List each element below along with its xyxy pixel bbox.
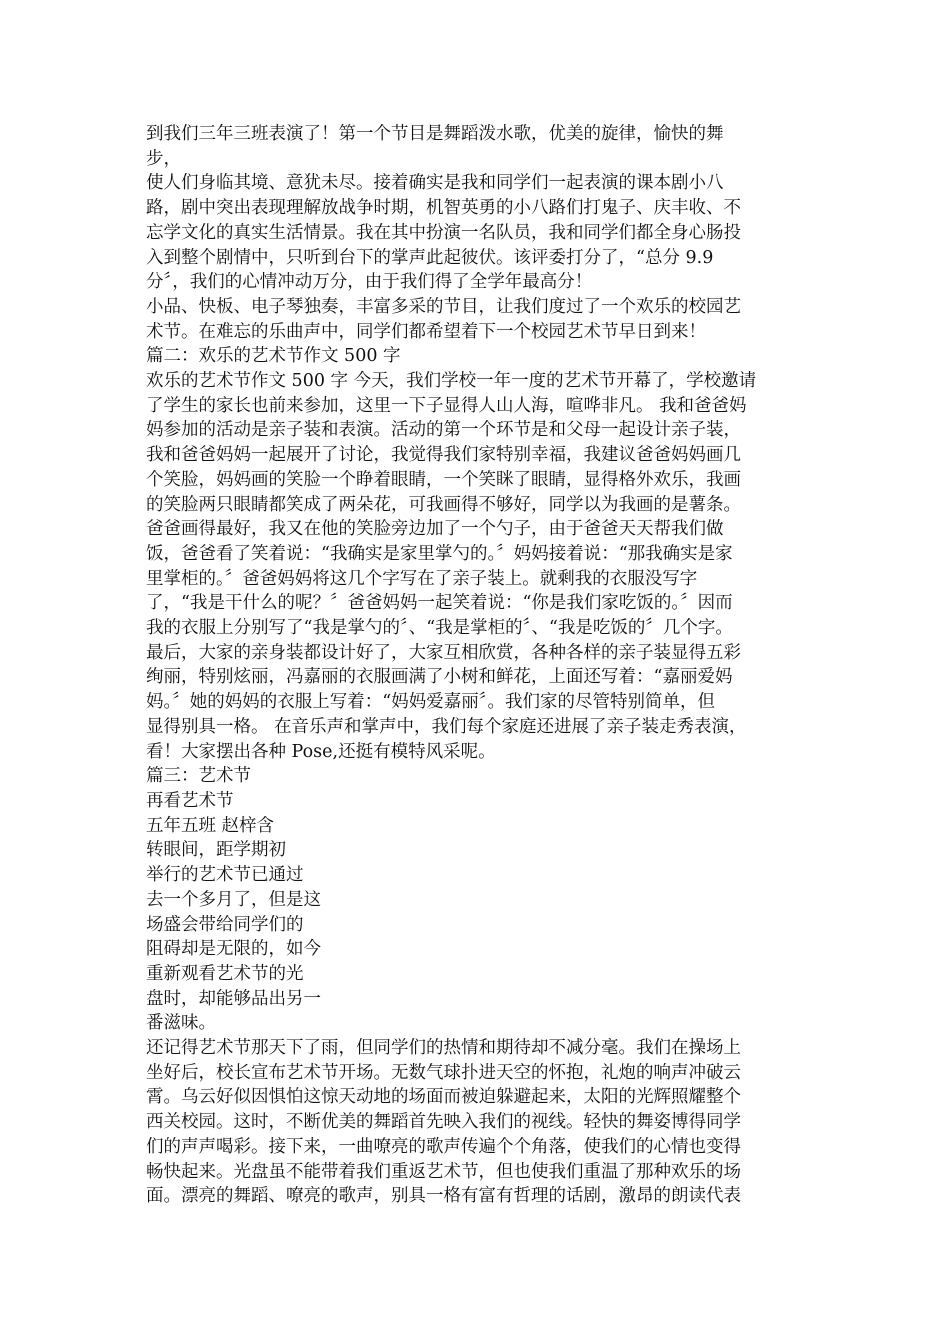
- article-title: 再看艺术节: [146, 790, 234, 811]
- text-line: 路，剧中突出表现理解放战争时期，机智英勇的小八路们打鬼子、庆丰收、不: [146, 198, 741, 219]
- text-line: 小品、快板、电子琴独奏，丰富多采的节目，让我们度过了一个欢乐的校园艺: [146, 296, 741, 317]
- text-line: 我的衣服上分别写了“我是掌勺的〞、“我是掌柜的〞、“我是吃饭的〞几个字。: [146, 618, 733, 639]
- text-line: 去一个多月了，但是这: [146, 889, 321, 910]
- document-body: [146, 122, 806, 1209]
- text-line: 显得别具一格。 在音乐声和掌声中，我们每个家庭还进展了亲子装走秀表演，: [146, 716, 747, 737]
- text-line: 盘时，却能够品出另一: [146, 988, 321, 1009]
- author-line: 五年五班 赵梓含: [146, 815, 275, 836]
- text-line: 步，: [146, 148, 181, 169]
- text-line: 坐好后，校长宣布艺术节开场。无数气球扑进天空的怀抱，礼炮的响声冲破云: [146, 1062, 741, 1083]
- text-line: 面。漂亮的舞蹈、嘹亮的歌声，别具一格有富有哲理的话剧，激昂的朗读代表: [146, 1186, 741, 1207]
- section-heading: 篇三：艺术节: [146, 766, 251, 787]
- text-line: 爸爸画得最好，我又在他的笑脸旁边加了一个勺子，由于爸爸天天帮我们做: [146, 519, 724, 540]
- text-line: 入到整个剧情中，只听到台下的掌声此起彼伏。该评委打分了，“总分 9.9: [146, 247, 714, 268]
- text-line: 们的声声喝彩。接下来，一曲嘹亮的歌声传遍个个角落，使我们的心情也变得: [146, 1136, 741, 1157]
- text-line: 到我们三年三班表演了！第一个节目是舞蹈泼水歌，优美的旋律，愉快的舞: [146, 124, 724, 144]
- text-line: 里掌柜的。〞爸爸妈妈将这几个字写在了亲子装上。就剩我的衣服没写字: [146, 568, 698, 589]
- text-line: 术节。在难忘的乐曲声中，同学们都希望着下一个校园艺术节早日到来！: [146, 321, 706, 342]
- text-line: 绚丽，特别炫丽，冯嘉丽的衣服画满了小树和鲜花，上面还写着：“嘉丽爱妈: [146, 667, 733, 688]
- text-line: 忘学文化的真实生活情景。我在其中扮演一名队员，我和同学们都全身心肠投: [146, 222, 741, 243]
- text-line: 个笑脸，妈妈画的笑脸一个睁着眼睛，一个笑眯了眼睛，显得格外欢乐，我画: [146, 469, 741, 490]
- text-line: 分〞，我们的心情冲动万分，由于我们得了全学年最高分！: [146, 272, 593, 293]
- text-line: 西关校园。这时，不断优美的舞蹈首先映入我们的视线。轻快的舞姿博得同学: [146, 1112, 741, 1133]
- text-line: 举行的艺术节已通过: [146, 865, 304, 886]
- text-line: 场盛会带给同学们的: [146, 914, 304, 935]
- text-line: 我和爸爸妈妈一起展开了讨论，我觉得我们家特别幸福，我建议爸爸妈妈画几: [146, 445, 741, 466]
- text-line: 了，“我是干什么的呢？〞爸爸妈妈一起笑着说：“你是我们家吃饭的。〞因而: [146, 593, 733, 614]
- text-line: 阻碍却是无限的，如今: [146, 939, 321, 960]
- text-line: 妈。〞她的妈妈的衣服上写着：“妈妈爱嘉丽〞。我们家的尽管特别简单，但: [146, 692, 715, 713]
- text-line: 看！大家摆出各种 Pose,还挺有模特风采呢。: [146, 741, 496, 762]
- text-line: 还记得艺术节那天下了雨，但同学们的热情和期待却不减分毫。我们在操场上: [146, 1038, 741, 1059]
- text-line: 的笑脸两只眼睛都笑成了两朵花，可我画得不够好，同学以为我画的是薯条。: [146, 494, 741, 515]
- text-line: 转眼间，距学期初: [146, 840, 286, 861]
- text-line: 了学生的家长也前来参加，这里一下子显得人山人海，喧哗非凡。 我和爸爸妈: [146, 395, 747, 416]
- text-line: 畅快起来。光盘虽不能带着我们重返艺术节，但也使我们重温了那种欢乐的场: [146, 1161, 741, 1182]
- section-heading: 篇二：欢乐的艺术节作文 500 字: [146, 346, 401, 367]
- text-line: 霄。乌云好似因惧怕这惊天动地的场面而被迫躲避起来，太阳的光辉照耀整个: [146, 1087, 741, 1108]
- text-line: 欢乐的艺术节作文 500 字 今天，我们学校一年一度的艺术节开幕了，学校邀请: [146, 371, 757, 392]
- text-line: 番滋味。: [146, 1013, 216, 1034]
- text-line: 使人们身临其境、意犹未尽。接着确实是我和同学们一起表演的课本剧小八: [146, 173, 724, 194]
- text-line: 妈参加的活动是亲子装和表演。活动的第一个环节是和父母一起设计亲子装，: [146, 420, 741, 441]
- text-line: 重新观看艺术节的光: [146, 963, 304, 984]
- text-line: 最后，大家的亲身装都设计好了，大家互相欣赏，各种各样的亲子装显得五彩: [146, 642, 741, 663]
- text-line: 饭，爸爸看了笑着说：“我确实是家里掌勺的。〞妈妈接着说：“那我确实是家: [146, 543, 733, 564]
